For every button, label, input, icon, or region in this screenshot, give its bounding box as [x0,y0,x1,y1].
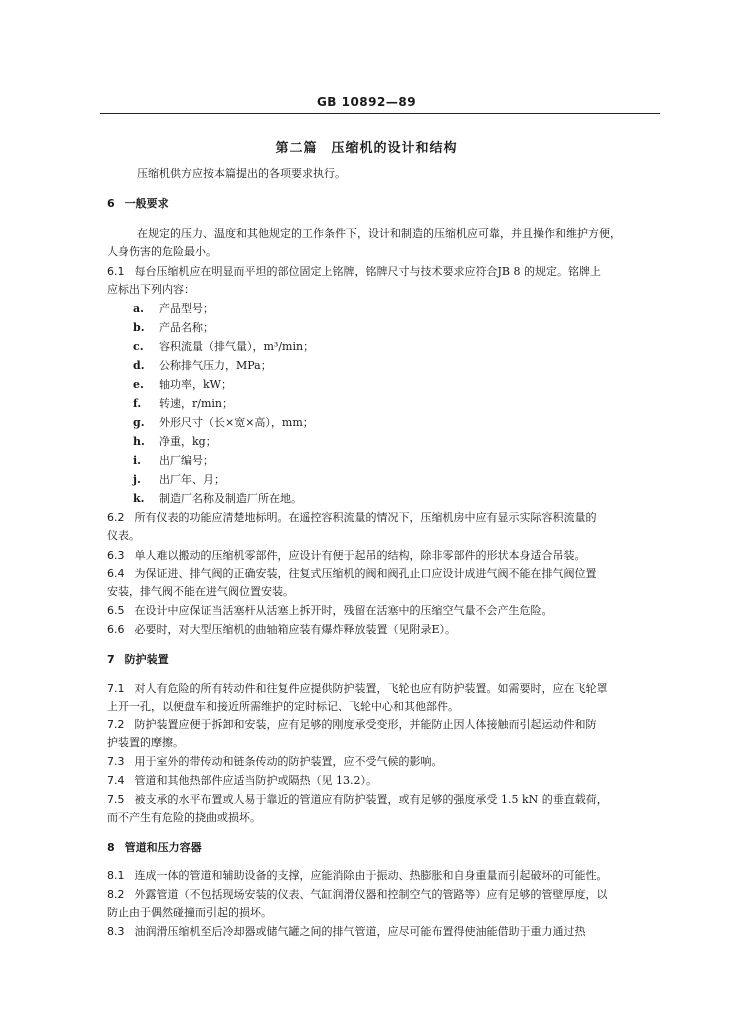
clause-number: 6.5 [107,604,125,617]
clause-7-1 [107,681,608,696]
clause-number: 7.2 [107,718,125,731]
list-item-text: 出厂编号； [159,454,214,467]
clause-text: 防护装置应便于拆卸和安装，应有足够的刚度承受变形，并能防止因人体接触而引起运动件和防 [134,718,597,731]
clause-7-2-line2: 护装置的摩擦。 [107,736,184,749]
list-item-text: 轴功率，kW； [159,378,232,391]
list-item-letter: g. [133,416,145,429]
clause-number: 8.1 [107,869,125,882]
clause-text: 被支承的水平布置或人易于靠近的管道应有防护装置，或有足够的强度承受 1.5 kN 的垂直载荷， [134,793,608,806]
clause-number: 7.5 [107,793,125,806]
section-number: 6 [107,197,115,210]
list-item-letter: i. [133,454,142,467]
clause-6-2-line2: 仪表。 [107,529,140,542]
clause-8-1 [107,868,608,883]
clause-6-2 [107,510,597,525]
clause-7-5-line2: 而不产生有危险的挠曲或损坏。 [107,811,261,824]
s6-intro-line1: 在规定的压力、温度和其他规定的工作条件下，设计和制造的压缩机应可靠，并且操作和维护方便， [137,227,621,240]
clause-6-6 [107,622,456,637]
list-item-text: 制造厂名称及制造厂所在地。 [159,492,302,505]
clause-text: 油润滑压缩机至后冷却器或储气罐之间的排气管道，应尽可能布置得使油能借助于重力通过热 [134,925,586,938]
clause-number: 6.6 [107,623,125,636]
clause-number: 7.3 [107,755,125,768]
list-item-text: 净重，kg； [159,435,217,448]
clause-7-1-line2: 上开一孔，以便盘车和接近所需维护的定时标记、飞轮中心和其他部件。 [107,700,459,713]
list-item-text: 产品名称； [159,321,214,334]
section-7-heading [107,652,169,667]
header-rule [100,113,660,114]
clause-text: 为保证进、排气阀的正确安装，往复式压缩机的阀和阀孔止口应设计成进气阀不能在排气阀位置 [134,567,597,580]
clause-6-4 [107,566,597,581]
clause-text: 所有仪表的功能应清楚地标明。在遥控容积流量的情况下，压缩机房中应有显示实际容积流量的 [134,511,597,524]
clause-6-3 [107,548,586,563]
clause-7-5 [107,792,608,807]
clause-text: 对人有危险的所有转动件和往复件应提供防护装置，飞轮也应有防护装置。如需要时，应在飞轮罩 [134,682,608,695]
list-item-letter: j. [133,473,141,486]
list-item-letter: f. [133,397,142,410]
clause-8-2-line2: 防止由于偶然碰撞而引起的损坏。 [107,906,272,919]
s6-intro-line2: 人身伤害的危险最小。 [107,245,217,258]
list-item-letter: a. [133,302,144,315]
clause-number: 6.2 [107,511,125,524]
list-item-text: 公称排气压力，MPa； [159,359,272,372]
list-item-letter: b. [133,321,145,334]
clause-text: 单人难以搬动的压缩机零部件，应设计有便于起吊的结构，除非零部件的形状本身适合吊装。 [134,549,586,562]
clause-number: 6.1 [107,265,125,278]
clause-8-3 [107,924,586,939]
section-title: 管道和压力容器 [124,841,202,854]
list-item-letter: k. [133,492,145,505]
section-8-heading [107,840,202,855]
list-item-letter: e. [133,378,144,391]
list-item-text: 容积流量（排气量），m³/min； [159,340,315,353]
part-title: 第二篇 压缩机的设计和结构 [275,141,458,156]
list-item-letter: d. [133,359,145,372]
section-title: 一般要求 [124,197,169,210]
intro-paragraph: 压缩机供方应按本篇提出的各项要求执行。 [137,167,346,180]
clause-text: 连成一体的管道和辅助设备的支撑，应能消除由于振动、热膨胀和自身重量而引起破坏的可能性。 [134,869,608,882]
clause-7-3 [107,754,443,769]
clause-6-4-line2: 安装，排气阀不能在进气阀位置安装。 [107,585,294,598]
standard-code-header: GB 10892—89 [316,95,417,109]
clause-number: 8.2 [107,888,125,901]
list-item-letter: c. [133,340,144,353]
list-item-letter: h. [133,435,145,448]
list-item-text: 产品型号； [159,302,214,315]
list-item-text: 外形尺寸（长×宽×高），mm； [159,416,314,429]
section-number: 7 [107,653,115,666]
clause-text: 管道和其他热部件应适当防护或隔热（见 13.2）。 [134,774,377,787]
section-title: 防护装置 [124,653,169,666]
clause-number: 8.3 [107,925,125,938]
clause-number: 7.1 [107,682,125,695]
section-6-heading [107,196,169,211]
clause-number: 7.4 [107,774,125,787]
clause-text: 每台压缩机应在明显而平坦的部位固定上铭牌，铭牌尺寸与技术要求应符合JB 8 的规定。铭牌上 [134,265,601,278]
clause-text: 在设计中应保证当活塞杆从活塞上拆开时，残留在活塞中的压缩空气量不会产生危险。 [134,604,553,617]
clause-6-5 [107,603,553,618]
section-number: 8 [107,841,115,854]
clause-number: 6.3 [107,549,125,562]
clause-7-2 [107,717,597,732]
clause-text: 必要时，对大型压缩机的曲轴箱应装有爆炸释放装置（见附录E）。 [134,623,457,636]
list-item-text: 出厂年、月； [159,473,225,486]
list-item-text: 转速，r/min； [159,397,233,410]
clause-7-4 [107,773,377,788]
clause-8-2 [107,887,608,902]
clause-text: 外露管道（不包括现场安装的仪表、气缸润滑仪器和控制空气的管路等）应有足够的管壁厚度，以 [134,888,608,901]
clause-6-1 [107,264,601,279]
clause-6-1-line2: 应标出下列内容： [107,283,195,296]
clause-text: 用于室外的带传动和链条传动的防护装置，应不受气候的影响。 [134,755,443,768]
clause-number: 6.4 [107,567,125,580]
